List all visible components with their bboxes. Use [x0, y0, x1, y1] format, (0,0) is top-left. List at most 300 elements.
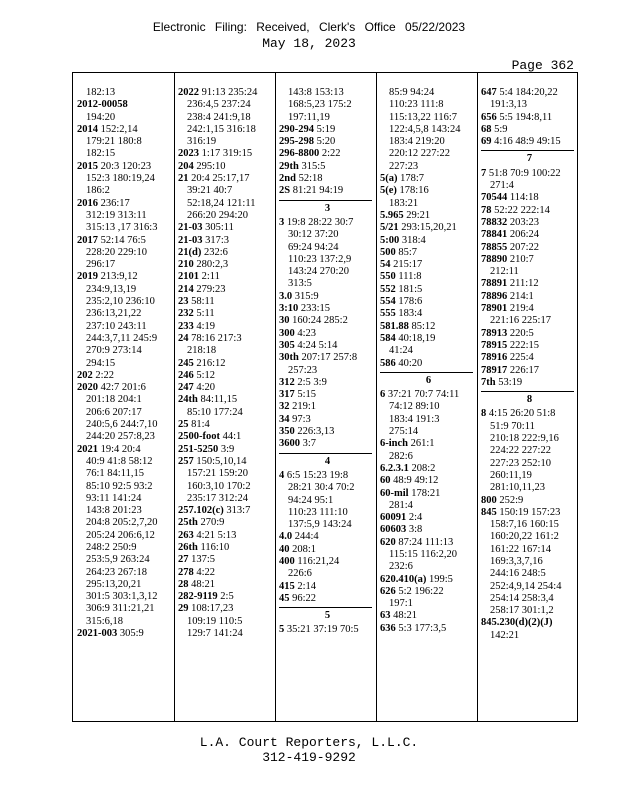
index-entry — [279, 303, 376, 315]
index-continuation: 257:23 — [288, 364, 318, 376]
index-references: 199:5 — [429, 573, 453, 585]
index-continuation: 315:13 ,17 316:3 — [86, 222, 158, 234]
index-continuation: 182:15 — [86, 148, 116, 160]
index-term: 78 — [481, 204, 492, 216]
index-entry — [380, 438, 477, 450]
index-entry — [481, 507, 578, 519]
index-continuation: 205:24 206:6,12 — [86, 529, 155, 541]
index-entry — [279, 315, 376, 327]
index-references: 37:21 70:7 74:11 — [387, 389, 460, 401]
index-entry — [178, 358, 275, 370]
index-continuation: 179:21 180:8 — [86, 136, 142, 148]
index-term: 34 — [279, 413, 290, 425]
index-references: 150:19 157:23 — [499, 506, 561, 518]
index-continuation: 236:13,21,22 — [86, 308, 142, 320]
index-entry — [279, 217, 376, 229]
index-term: 647 — [481, 87, 497, 98]
index-entry — [481, 112, 578, 124]
index-term: 78890 — [481, 253, 508, 265]
index-continuation: 143:24 270:20 — [288, 266, 349, 278]
index-term: 3.0 — [279, 290, 293, 302]
index-references: 178:6 — [398, 296, 423, 308]
index-entry — [77, 235, 174, 247]
section-divider — [279, 200, 372, 201]
index-references: 116:10 — [200, 541, 230, 553]
index-entry — [481, 291, 578, 303]
index-references: 315:5 — [301, 160, 326, 172]
index-term: 245 — [178, 357, 194, 369]
index-continuation: 258:17 301:1,2 — [490, 605, 554, 617]
index-term: 636 — [380, 622, 396, 634]
index-references: 5:5 194:8,11 — [499, 111, 553, 123]
index-references: 280:2,3 — [196, 259, 229, 271]
index-term: 2nd — [279, 173, 296, 185]
index-references: 208:2 — [411, 462, 436, 474]
index-references: 183:4 — [398, 308, 423, 320]
index-term: 7th — [481, 376, 496, 388]
index-references: 53:19 — [498, 376, 523, 388]
index-term: 4.0 — [279, 531, 293, 543]
index-term: 78832 — [481, 216, 508, 228]
index-term: 278 — [178, 566, 194, 578]
index-references: 52:14 76:5 — [100, 234, 146, 246]
index-references: 108:17,23 — [191, 603, 234, 615]
index-continuation: 129:7 141:24 — [187, 628, 243, 640]
index-references: 213:9,12 — [100, 271, 138, 283]
index-term: 27 — [178, 554, 189, 566]
index-term: 60 — [380, 475, 391, 487]
index-column-4 — [376, 73, 477, 721]
index-continuation: 294:15 — [86, 357, 116, 369]
index-entry — [279, 531, 376, 543]
index-entry — [178, 321, 275, 333]
index-references: 4:15 26:20 51:8 — [488, 408, 556, 420]
index-references: 91:13 235:24 — [201, 87, 258, 98]
index-term: 415 — [279, 580, 295, 592]
index-entry — [380, 512, 477, 524]
index-references: 181:5 — [398, 283, 423, 295]
index-references: 5:19 — [316, 123, 336, 135]
index-continuation: 296:17 — [86, 259, 116, 271]
index-references: 114:18 — [509, 192, 539, 204]
index-term: 2021 — [77, 443, 98, 455]
index-entry — [178, 603, 275, 615]
index-term: 581.88 — [380, 320, 409, 332]
index-references: 220:5 — [509, 327, 534, 339]
index-entry — [481, 87, 578, 99]
index-entry — [178, 87, 275, 99]
index-entry — [178, 530, 275, 542]
index-references: 44:1 — [222, 431, 242, 443]
index-entry — [178, 579, 275, 591]
section-heading: 3 — [324, 202, 331, 214]
index-entry — [380, 524, 477, 536]
index-references: 96:22 — [292, 592, 317, 604]
index-entry — [279, 352, 376, 364]
index-term: 552 — [380, 283, 396, 295]
index-entry — [481, 168, 578, 180]
index-references: 315:9 — [294, 290, 319, 302]
index-references: 178:7 — [400, 173, 425, 185]
index-continuation: 227:23 252:10 — [490, 457, 551, 469]
index-continuation: 115:13,22 116:7 — [389, 111, 458, 123]
index-entry — [178, 247, 275, 259]
index-entry — [380, 308, 477, 320]
index-term: 295-298 — [279, 136, 314, 148]
index-term: 554 — [380, 296, 396, 308]
index-continuation: 122:4,5,8 143:24 — [389, 123, 461, 135]
index-continuation: 182:13 — [86, 87, 116, 98]
index-references: 216:12 — [196, 357, 226, 369]
index-references: 178:16 — [399, 185, 429, 197]
index-entry — [178, 173, 275, 185]
index-continuation: 85:9 94:24 — [389, 87, 435, 98]
index-references: 208:1 — [292, 543, 317, 555]
index-entry — [380, 247, 477, 259]
index-term: 2014 — [77, 123, 98, 135]
index-entry — [77, 99, 174, 111]
index-references: 318:4 — [401, 234, 426, 246]
index-term: 845 — [481, 506, 497, 518]
index-entry — [481, 217, 578, 229]
index-term: 30 — [279, 315, 290, 327]
filing-stamp-line: Electronic Filing: Received, Clerk's Office 05/22/2023 — [152, 20, 466, 34]
index-entry — [380, 389, 477, 401]
index-continuation: 232:6 — [389, 561, 413, 573]
index-references: 5:3 177:3,5 — [398, 622, 447, 634]
index-entry — [279, 148, 376, 160]
index-term: 24 — [178, 332, 189, 344]
index-term: 23 — [178, 296, 189, 308]
index-entry — [380, 623, 477, 635]
index-term: 214 — [178, 283, 194, 295]
index-entry — [178, 308, 275, 320]
index-term: 400 — [279, 555, 295, 567]
index-references: 5:11 — [196, 308, 215, 320]
index-continuation: 160:20,22 161:2 — [490, 531, 559, 543]
index-term: 5(e) — [380, 185, 397, 197]
index-references: 317:3 — [205, 234, 230, 246]
index-entry — [178, 222, 275, 234]
index-references: 4:23 — [297, 327, 317, 339]
index-continuation: 220:12 227:22 — [389, 148, 450, 160]
index-references: 4:16 48:9 49:15 — [494, 136, 561, 148]
index-term: 620.410(a) — [380, 573, 427, 585]
index-continuation: 252:4,9,14 254:4 — [490, 580, 562, 592]
index-entry — [380, 488, 477, 500]
index-term: 2023 — [178, 148, 199, 160]
index-continuation: 306:9 311:21,21 — [86, 603, 155, 615]
section-divider — [481, 150, 574, 151]
index-entry — [380, 463, 477, 475]
index-references: 35:21 37:19 70:5 — [286, 624, 359, 636]
index-term: 500 — [380, 246, 396, 258]
index-references: 5:15 — [297, 389, 317, 401]
index-continuation: 41:24 — [389, 345, 413, 357]
index-entry — [178, 235, 275, 247]
index-continuation: 183:4 191:3 — [389, 413, 440, 425]
index-continuation: 158:7,16 160:15 — [490, 519, 559, 531]
index-entry — [481, 124, 578, 136]
index-column-2 — [174, 73, 275, 721]
index-entry — [178, 542, 275, 554]
index-term: 2101 — [178, 271, 199, 283]
index-entry — [481, 340, 578, 352]
index-continuation: 197:1 — [389, 598, 413, 610]
index-references: 3:7 — [302, 438, 317, 450]
index-term: 5/21 — [380, 222, 399, 234]
index-term: 3:10 — [279, 303, 299, 315]
index-references: 2:11 — [201, 271, 220, 283]
index-term: 656 — [481, 111, 497, 123]
index-continuation: 281:4 — [389, 499, 413, 511]
index-references: 261:1 — [410, 438, 435, 450]
index-term: 28 — [178, 578, 189, 590]
index-continuation: 228:20 229:10 — [86, 246, 147, 258]
index-term: 845.230(d)(2)(J) — [481, 617, 553, 629]
index-term: 78841 — [481, 229, 508, 241]
index-continuation: 109:19 110:5 — [187, 615, 243, 627]
index-references: 178:21 — [411, 487, 441, 499]
index-term: 3600 — [279, 438, 300, 450]
index-entry — [481, 254, 578, 266]
index-term: 5(a) — [380, 173, 398, 185]
index-entry — [77, 628, 174, 640]
index-references: 42:7 201:6 — [100, 382, 146, 394]
index-references: 51:8 70:9 100:22 — [488, 167, 561, 179]
index-references: 219:4 — [509, 303, 534, 315]
index-term: 6-inch — [380, 438, 409, 450]
index-term: 60091 — [380, 512, 407, 524]
index-references: 152:2,14 — [100, 123, 138, 135]
index-references: 5:2 196:22 — [398, 585, 444, 597]
index-continuation: 143:8 153:13 — [288, 87, 344, 98]
index-continuation: 218:18 — [187, 345, 217, 357]
index-entry — [77, 198, 174, 210]
index-term: 4 — [279, 469, 285, 481]
index-references: 2:5 3:9 — [297, 376, 327, 388]
index-entry — [178, 591, 275, 603]
index-continuation: 194:20 — [86, 111, 116, 123]
index-references: 295:10 — [196, 160, 226, 172]
index-continuation: 244:16 248:5 — [490, 568, 546, 580]
index-continuation: 282:6 — [389, 450, 413, 462]
index-term: 21-03 — [178, 234, 203, 246]
index-entry — [380, 537, 477, 549]
index-term: 312 — [279, 376, 295, 388]
index-continuation: 76:1 84:11,15 — [86, 468, 144, 480]
index-continuation: 210:18 222:9,16 — [490, 433, 559, 445]
index-continuation: 312:19 313:11 — [86, 209, 147, 221]
index-continuation: 242:1,15 316:18 — [187, 123, 256, 135]
index-continuation: 40:9 41:8 58:12 — [86, 455, 153, 467]
index-entry — [77, 124, 174, 136]
index-entry — [481, 365, 578, 377]
index-term: 2020 — [77, 382, 98, 394]
index-entry — [279, 593, 376, 605]
index-references: 3:8 — [408, 524, 423, 536]
index-continuation: 191:3,13 — [490, 99, 528, 111]
index-entry — [380, 586, 477, 598]
index-entry — [178, 271, 275, 283]
index-term: 233 — [178, 320, 194, 332]
index-references: 215:17 — [393, 259, 423, 271]
index-references: 40:18,19 — [398, 332, 436, 344]
index-continuation: 227:23 — [389, 160, 419, 172]
index-continuation: 143:8 201:23 — [86, 505, 142, 517]
index-term: 290-294 — [279, 123, 314, 135]
index-continuation: 186:2 — [86, 185, 110, 197]
index-continuation: 244:20 257:8,23 — [86, 431, 155, 443]
index-continuation: 238:4 241:9,18 — [187, 111, 251, 123]
section-divider — [279, 453, 372, 454]
index-references: 48:21 — [191, 578, 216, 590]
index-entry — [178, 394, 275, 406]
index-continuation: 254:14 258:3,4 — [490, 592, 554, 604]
index-references: 81:4 — [191, 419, 210, 431]
index-term: 60-mil — [380, 487, 409, 499]
index-entry — [77, 382, 174, 394]
index-references: 20:3 120:23 — [100, 160, 152, 172]
index-entry — [279, 581, 376, 593]
index-references: 207:22 — [509, 241, 540, 253]
index-continuation: 260:11,19 — [490, 469, 532, 481]
index-continuation: 137:5,9 143:24 — [288, 519, 352, 531]
index-term: 2015 — [77, 160, 98, 172]
index-entry — [279, 173, 376, 185]
section-heading: 5 — [324, 610, 331, 622]
index-entry — [178, 431, 275, 443]
index-term: 78901 — [481, 303, 508, 315]
index-entry — [279, 328, 376, 340]
index-entry — [178, 517, 275, 529]
index-references: 206:24 — [509, 229, 540, 241]
index-term: 251-5250 — [178, 443, 219, 455]
index-term: 2022 — [178, 87, 199, 98]
index-entry — [481, 192, 578, 204]
index-references: 4:19 — [196, 320, 216, 332]
index-references: 2:22 — [321, 148, 341, 160]
index-references: 85:7 — [398, 246, 418, 258]
index-references: 203:23 — [509, 216, 540, 228]
index-references: 97:3 — [292, 413, 311, 425]
index-continuation: 315:6,18 — [86, 615, 124, 627]
index-term: 317 — [279, 389, 295, 401]
index-term: 78913 — [481, 327, 508, 339]
index-entry — [178, 419, 275, 431]
index-entry — [178, 161, 275, 173]
index-term: 282-9119 — [178, 591, 218, 603]
index-term: 78917 — [481, 364, 508, 376]
index-continuation: 115:15 116:2,20 — [389, 548, 458, 560]
index-term: 24th — [178, 394, 198, 406]
index-references: 252:9 — [499, 494, 524, 506]
index-continuation: 240:5,6 244:7,10 — [86, 419, 158, 431]
section-heading: 8 — [526, 394, 533, 406]
index-continuation: 201:18 204:1 — [86, 394, 142, 406]
index-references: 4:21 5:13 — [196, 529, 237, 541]
index-references: 236:17 — [100, 197, 130, 209]
reporter-company: L.A. Court Reporters, L.L.C. — [199, 735, 419, 750]
index-term: 54 — [380, 259, 391, 271]
index-continuation: 161:22 167:14 — [490, 543, 551, 555]
section-divider — [481, 391, 574, 392]
index-continuation: 244:3,7,11 245:9 — [86, 332, 158, 344]
index-term: 210 — [178, 259, 194, 271]
index-continuation: 152:3 180:19,24 — [86, 173, 155, 185]
index-term: 204 — [178, 160, 194, 172]
index-entry — [481, 205, 578, 217]
index-term: 2021-003 — [77, 628, 118, 640]
index-references: 19:4 20:4 — [100, 443, 141, 455]
index-term: 263 — [178, 529, 194, 541]
index-references: 305:11 — [205, 222, 234, 234]
index-term: 78891 — [481, 278, 508, 290]
index-continuation: 110:23 137:2,9 — [288, 253, 352, 265]
index-continuation: 197:11,19 — [288, 111, 330, 123]
index-references: 78:16 217:3 — [191, 332, 242, 344]
index-continuation: 110:23 111:8 — [389, 99, 444, 111]
index-references: 305:9 — [119, 628, 144, 640]
index-references: 5:9 — [494, 123, 508, 135]
index-references: 279:23 — [196, 283, 226, 295]
page-number: Page 362 — [511, 58, 574, 73]
index-continuation: 253:5,9 263:24 — [86, 554, 150, 566]
index-entry — [279, 544, 376, 556]
index-continuation: 212:11 — [490, 266, 519, 278]
index-term: 246 — [178, 369, 194, 381]
index-entry — [279, 291, 376, 303]
index-term: 78916 — [481, 352, 508, 364]
index-term: 29 — [178, 603, 189, 615]
index-column-1 — [73, 73, 174, 721]
index-references: 5:20 — [316, 136, 336, 148]
index-entry — [77, 370, 174, 382]
index-term: 63 — [380, 610, 391, 622]
index-continuation: 69:24 94:24 — [288, 241, 339, 253]
index-term: 21(d) — [178, 246, 202, 258]
index-entry — [380, 284, 477, 296]
index-entry — [178, 567, 275, 579]
index-entry — [178, 444, 275, 456]
index-references: 4:20 — [196, 382, 216, 394]
index-entry — [380, 296, 477, 308]
index-entry — [279, 426, 376, 438]
index-entry — [481, 352, 578, 364]
index-continuation: 30:12 37:20 — [288, 229, 339, 241]
index-continuation: 93:11 141:24 — [86, 492, 142, 504]
index-term: 70544 — [481, 192, 508, 204]
index-entry — [380, 271, 477, 283]
index-term: 78896 — [481, 290, 508, 302]
word-index-box — [72, 72, 578, 722]
section-divider — [279, 607, 372, 608]
index-term: 68 — [481, 123, 492, 135]
index-continuation: 313:5 — [288, 278, 312, 290]
index-term: 25 — [178, 419, 189, 431]
index-entry — [481, 617, 578, 629]
index-entry — [481, 408, 578, 420]
index-term: 26th — [178, 541, 198, 553]
index-continuation: 206:6 207:17 — [86, 406, 142, 418]
index-term: 25th — [178, 517, 198, 529]
index-entry — [178, 284, 275, 296]
section-heading: 6 — [425, 374, 432, 386]
index-entry — [178, 259, 275, 271]
index-continuation: 85:10 92:5 93:2 — [86, 480, 153, 492]
index-term: 350 — [279, 426, 295, 438]
index-column-5 — [477, 73, 578, 721]
